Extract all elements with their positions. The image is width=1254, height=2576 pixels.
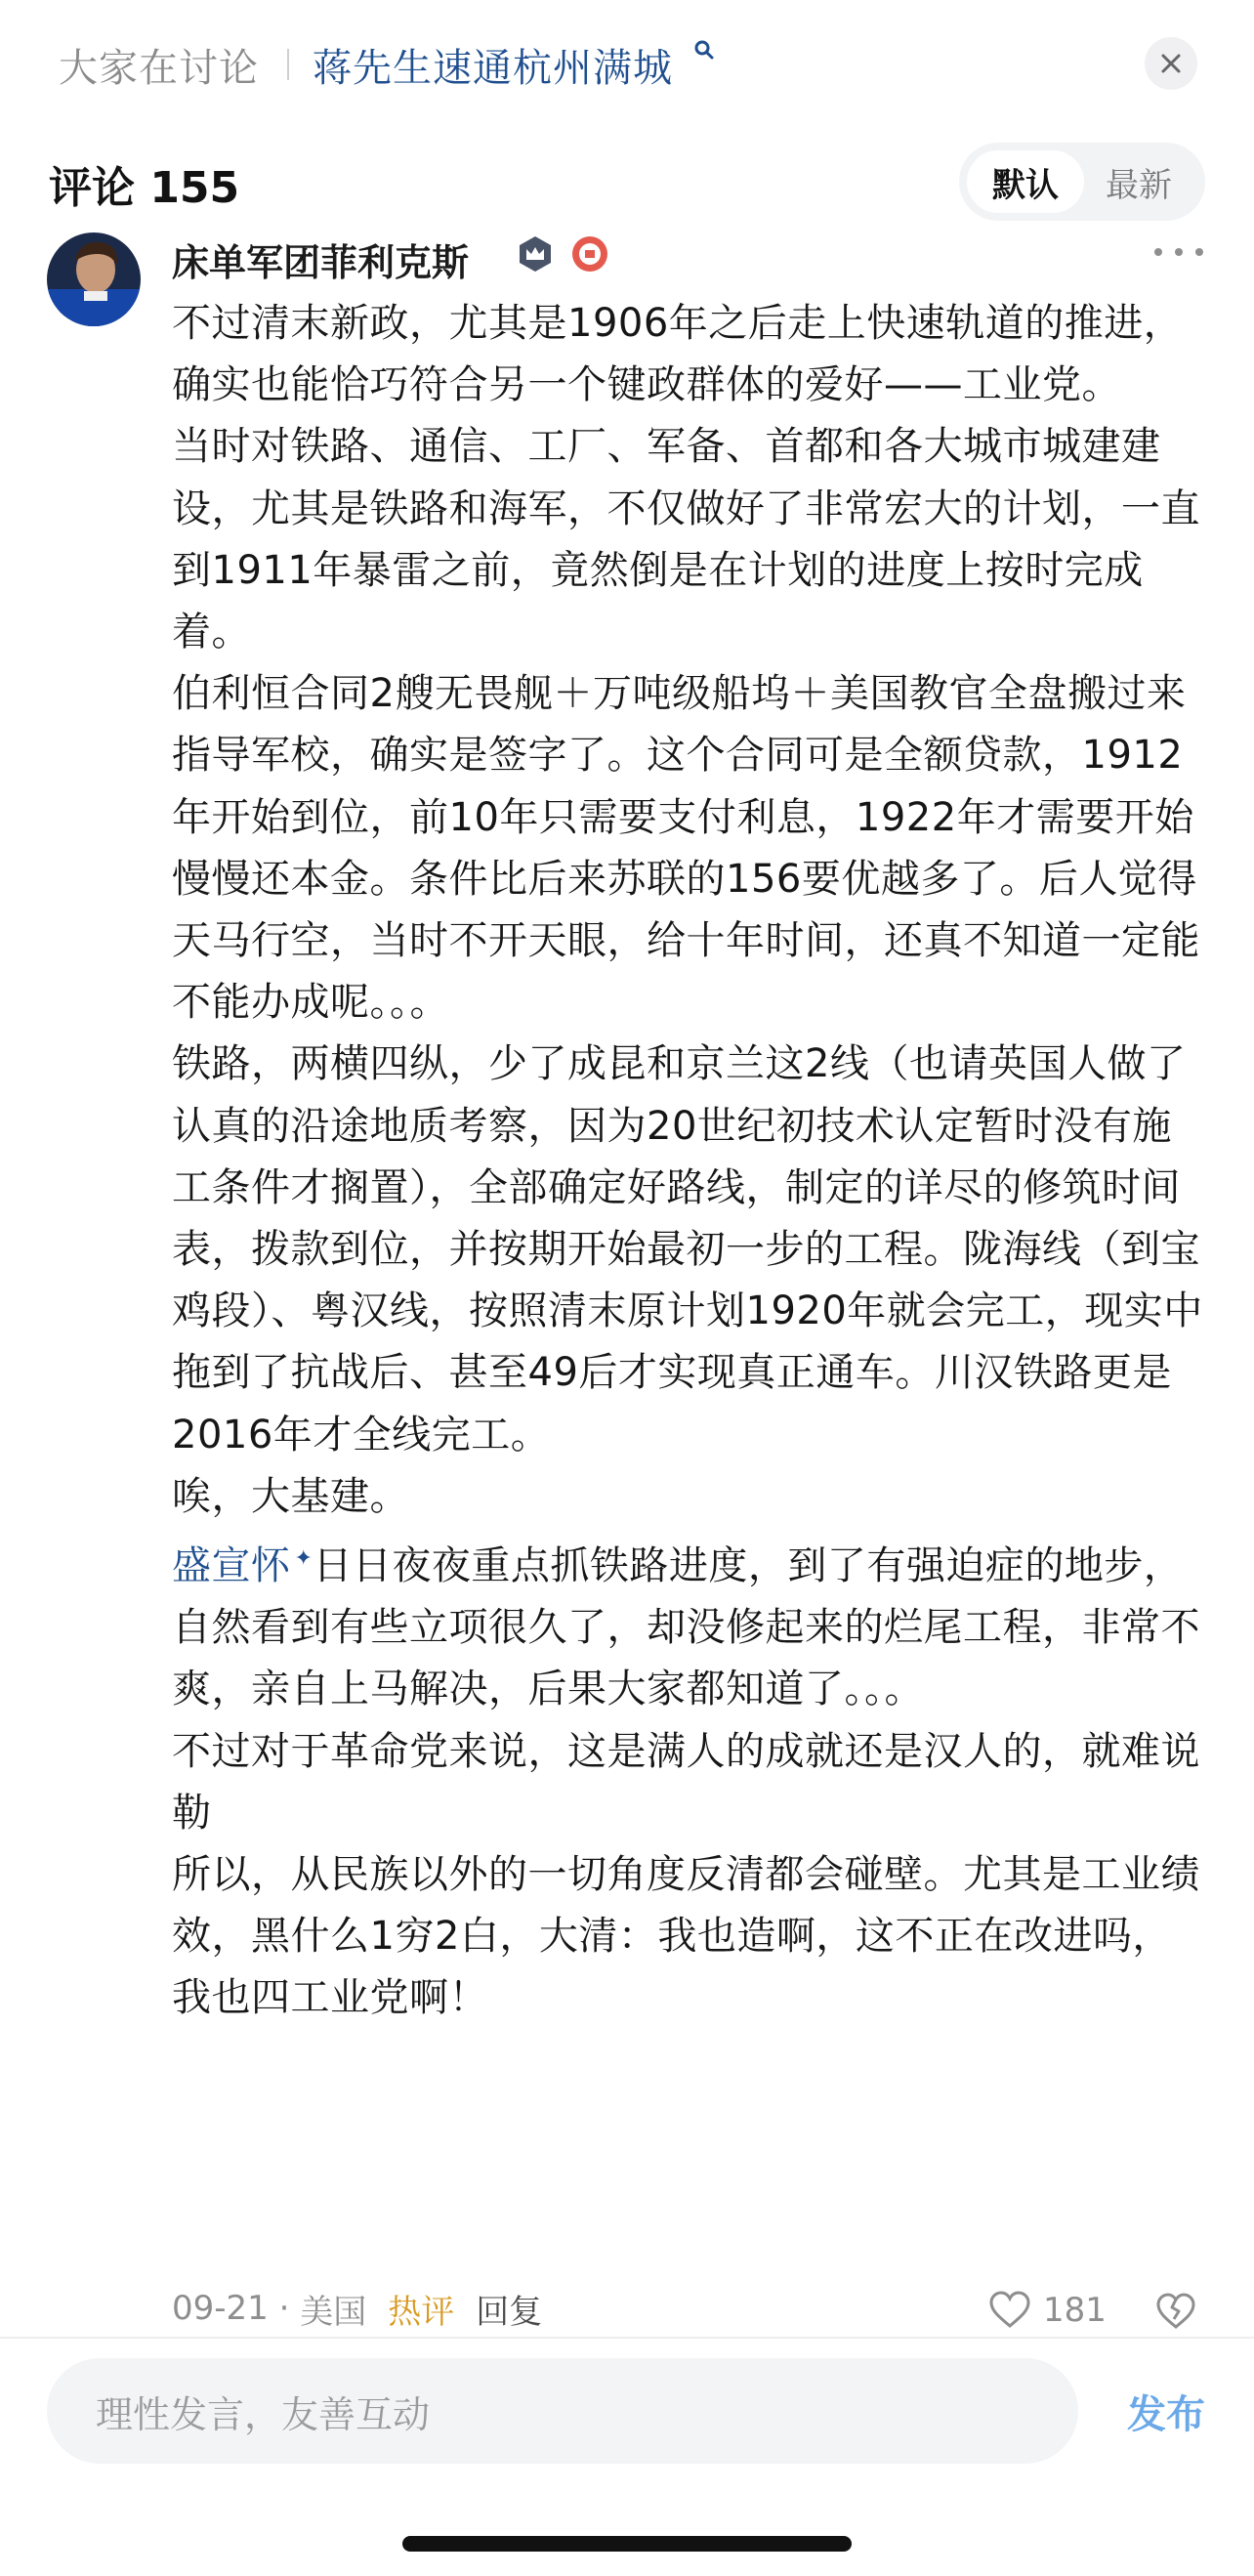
more-dot-icon [1175,248,1183,256]
discussion-header [0,0,1254,127]
comment-paragraph-mention [172,1528,1207,1721]
meta-separator: · [268,2289,301,2328]
medal-badge-icon [570,234,609,274]
mention-link[interactable]: 盛宣怀 [172,1543,291,1589]
sort-default-tab[interactable]: 默认 [967,150,1084,213]
comment-paragraph: 当时对铁路、通信、工厂、军备、首都和各大城市城建建设，尤其是铁路和海军，不仅做好了非常宏大的计划，一直到1911年暴雷之前，竟然倒是在计划的进度上按时完成着。 [172,424,1200,655]
heart-icon [988,2291,1031,2330]
hot-comment-badge: 热评 [388,2292,455,2332]
comment-author[interactable]: 床单军团菲利克斯 [172,241,470,284]
like-count: 181 [1043,2291,1107,2330]
sort-latest-tab[interactable]: 最新 [1106,165,1172,205]
comment-input-placeholder: 理性发言，友善互动 [96,2392,431,2436]
search-icon [693,39,715,61]
comments-count-title: 评论 155 [49,163,240,213]
reply-button[interactable]: 回复 [476,2292,543,2332]
comment-paragraph: 不过清末新政，尤其是1906年之后走上快速轨道的推进，确实也能恰巧符合另一个键政群体的爱好——工业党。 [172,301,1184,408]
like-button[interactable] [988,2286,1107,2335]
close-icon [1160,53,1182,74]
mention-paragraph-text: 日日夜夜重点抓铁路进度，到了有强迫症的地步，自然看到有些立项很久了，却没修起来的烂尾工程，非常不爽，亲自上马解决，后果大家都知道了。。。 [172,1543,1200,1712]
comment-input[interactable] [47,2358,1078,2464]
close-button[interactable] [1145,37,1197,90]
sparkle-icon: ✦ [294,1546,314,1572]
more-options-button[interactable] [1154,242,1203,262]
sort-toggle [959,143,1205,221]
publish-button[interactable]: 发布 [1127,2392,1205,2437]
comment-date: 09-21 [172,2289,269,2328]
discussion-tag: 大家在讨论 [59,46,259,91]
more-dot-icon [1154,248,1162,256]
broken-heart-icon[interactable] [1154,2290,1197,2333]
comment-paragraph: 铁路，两横四纵，少了成昆和京兰这2线（也请英国人做了认真的沿途地质考察，因为20世纪初技术认定暂时没有施工条件才搁置），全部确定好路线，制定的详尽的修筑时间表，拨款到位，并按期开始最初一步的工程。陇海线（到宝鸡段）、粤汉线，按照清末原计划1920年就会完工，现实中拖到了抗战后、甚至49后才实现真正通车。川汉铁路更是2016年才全线完工。 [172,1041,1203,1457]
topic-link[interactable]: 蒋先生速通杭州满城 [313,46,673,91]
more-dot-icon [1195,248,1203,256]
level-badge-icon [516,234,555,274]
comment-paragraph: 所以，从民族以外的一切角度反清都会碰壁。尤其是工业绩效，黑什么1穷2白，大清：我也造啊，这不正在改进吗，我也四工业党啊！ [172,1852,1200,2021]
comment-paragraph: 唉，大基建。 [172,1473,409,1519]
comment-paragraph: 伯利恒合同2艘无畏舰＋万吨级船坞＋美国教官全盘搬过来指导军校，确实是签字了。这个合同可是全额贷款，1912年开始到位，前10年只需要支付利息，1922年才需要开始慢慢还本金。条件比后来苏联的156要优越多了。后人觉得天马行空，当时不开天眼，给十年时间，还真不知道一定能不能办成呢。。。 [172,671,1200,1026]
header-divider [287,49,289,80]
comment-paragraph: 不过对于革命党来说，这是满人的成就还是汉人的，就难说勒 [172,1728,1200,1836]
comment-meta [172,2284,542,2333]
home-indicator[interactable] [402,2536,852,2552]
avatar[interactable] [47,232,141,326]
comment-body [172,293,1207,2030]
comment-location: 美国 [300,2292,367,2332]
